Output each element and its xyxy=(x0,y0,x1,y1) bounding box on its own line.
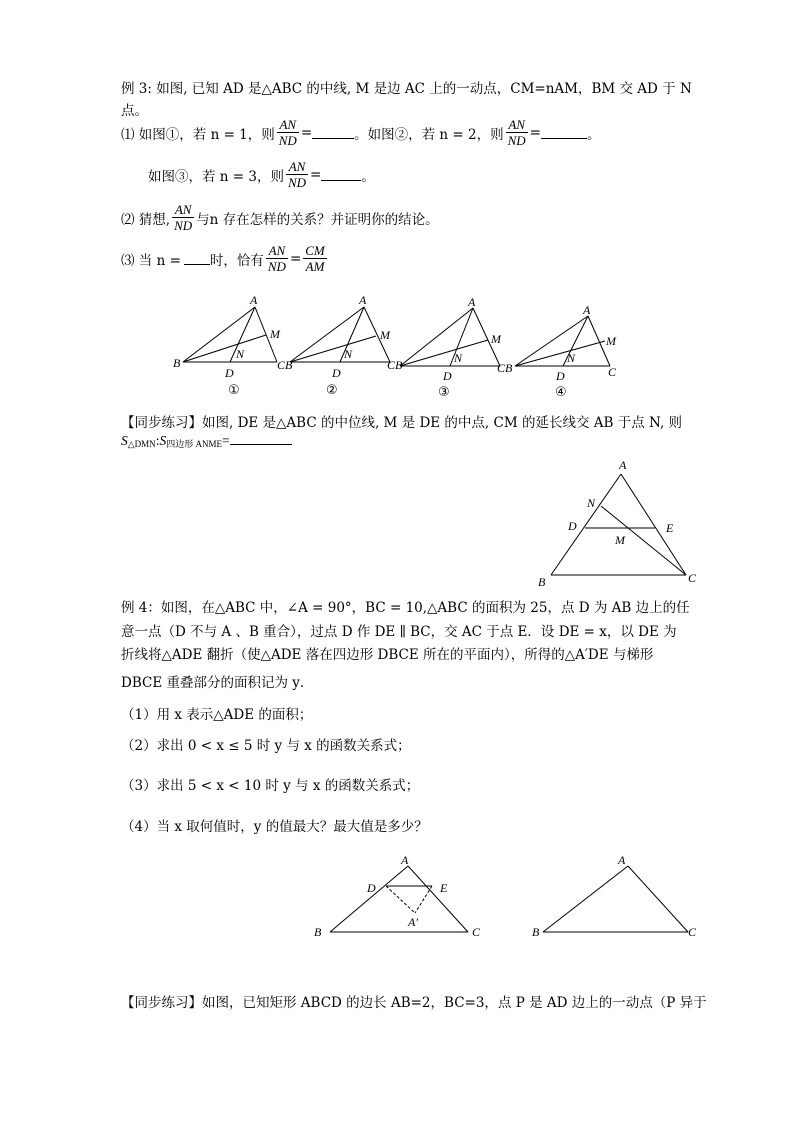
ex3-q1-text-e: 。 xyxy=(586,126,601,143)
figure-number-2: ② xyxy=(326,383,338,398)
practice1-figure xyxy=(533,456,703,591)
ex3-q1-row2 xyxy=(148,159,375,190)
label-d: D xyxy=(568,519,577,533)
ex4-q2: （2）求出 0 < x ≤ 5 时 y 与 x 的函数关系式； xyxy=(121,738,411,754)
ex4-q1: （1）用 x 表示△ADE 的面积； xyxy=(121,707,313,723)
fraction-cm-am: $\frac{CM}{AM}$ xyxy=(305,243,325,274)
practice2-line1: 【同步练习】如图，已知矩形 ABCD 的边长 AB=2，BC=3，点 P 是 AD 边上的一动点（P 异于 xyxy=(121,995,707,1011)
ex3-figures xyxy=(170,292,630,402)
label-d: D xyxy=(556,369,565,383)
label-n: N xyxy=(344,347,353,361)
label-cb: CB xyxy=(387,358,403,372)
ex3-q2-row xyxy=(121,202,439,233)
ex4-q4: （4）当 x 取何值时，y 的值最大？最大值是多少？ xyxy=(121,819,428,835)
ex3-q3-text-b: 时，恰有 xyxy=(209,252,264,269)
answer-blank-4[interactable] xyxy=(184,252,210,265)
answer-blank-1[interactable] xyxy=(312,126,354,139)
label-a-prime: A′ xyxy=(408,915,418,929)
label-c: C xyxy=(608,365,617,379)
label-cb: CB xyxy=(497,361,513,375)
ex4-line3: 折线将△ADE 翻折（使△ADE 落在四边形 DBCE 所在的平面内），所得的△A′DE 与梯形 xyxy=(121,647,654,663)
label-m: M xyxy=(380,328,390,342)
ex3-line1: 例 3: 如图, 已知 AD 是△ABC 的中线, M 是边 AC 上的一动点，CM=nAM，BM 交 AD 于 N xyxy=(121,81,692,97)
label-b: B xyxy=(538,575,546,589)
ex3-q1-row1 xyxy=(121,117,600,148)
answer-blank-3[interactable] xyxy=(321,168,361,181)
label-c: C xyxy=(688,571,697,585)
fraction-an-nd: $\frac{AN}{ND}$ xyxy=(174,202,193,233)
label-n: N xyxy=(454,351,463,365)
label-m: M xyxy=(270,327,280,341)
ex4-line2: 意一点（D 不与 A 、B 重合），过点 D 作 DE ∥ BC，交 AC 于点 E．设 DE = x，以 DE 为 xyxy=(121,624,677,640)
fraction-an-nd: $\frac{AN}{ND}$ xyxy=(507,117,526,148)
ex3-q1-eq2: = xyxy=(529,124,541,141)
ex4-line4: DBCE 重叠部分的面积记为 y． xyxy=(121,675,314,691)
ex3-q1-text-f: 如图③，若 n = 3，则 xyxy=(148,168,284,185)
label-m: M xyxy=(615,533,625,547)
figure-number-4: ④ xyxy=(555,385,567,400)
label-b: B xyxy=(532,925,540,939)
subscript-dmn: △DMN xyxy=(127,439,156,449)
ex3-q1-text-a: ⑴ 如图①，若 n = 1，则 xyxy=(121,126,275,143)
label-b: B xyxy=(173,356,181,370)
label-cb: CB xyxy=(277,358,293,372)
label-e: E xyxy=(440,881,448,895)
ex3-q1-eq3: = xyxy=(310,166,322,183)
ex4-q3: （3）求出 5 < x < 10 时 y 与 x 的函数关系式； xyxy=(121,778,420,794)
label-a: A xyxy=(618,853,626,867)
label-e: E xyxy=(666,521,674,535)
label-d: D xyxy=(367,881,376,895)
label-m: M xyxy=(606,334,616,348)
fraction-an-nd: $\frac{AN}{ND}$ xyxy=(278,117,297,148)
label-a: A xyxy=(401,853,409,867)
ex3-q1-text-h: 。 xyxy=(361,168,375,185)
label-c: C xyxy=(688,925,697,939)
label-n: N xyxy=(236,347,245,361)
figure-number-3: ③ xyxy=(438,385,450,400)
label-a: A xyxy=(468,295,476,309)
label-a: A xyxy=(359,293,367,307)
ex3-q3-text-a: ⑶ 当 n = xyxy=(121,252,181,269)
label-a: A xyxy=(250,293,258,307)
ex4-line1: 例 4：如图，在△ABC 中，∠A = 90°，BC = 10,△ABC 的面积为 25，点 D 为 AB 边上的任 xyxy=(121,600,690,616)
figure-number-1: ① xyxy=(228,383,240,398)
label-n: N xyxy=(587,496,596,510)
label-b: B xyxy=(314,925,322,939)
label-d: D xyxy=(225,366,234,380)
label-a: A xyxy=(619,458,627,472)
label-d: D xyxy=(443,369,452,383)
subscript-anme: 四边形 ANME xyxy=(166,439,222,449)
answer-blank-5[interactable] xyxy=(230,432,292,445)
label-d: D xyxy=(332,366,341,380)
ex3-q1-eq1: = xyxy=(300,124,313,141)
ex3-line2: 点。 xyxy=(121,103,148,119)
label-a: A xyxy=(583,303,591,317)
ex3-q3-row xyxy=(121,243,329,274)
label-c: C xyxy=(472,925,481,939)
ex3-q3-eq: = xyxy=(289,250,302,267)
label-n: N xyxy=(567,351,576,365)
practice1-formula: S△DMN:S四边形 ANME= xyxy=(121,432,292,450)
ex4-figures xyxy=(310,850,710,945)
ex3-q2-text-b: 与n 存在怎样的关系？并证明你的结论。 xyxy=(196,211,439,228)
ex3-q1-text-c: 。如图②，若 n = 2，则 xyxy=(354,126,504,143)
fraction-an-nd: $\frac{AN}{ND}$ xyxy=(267,243,286,274)
answer-blank-2[interactable] xyxy=(541,126,587,139)
fraction-an-nd: $\frac{AN}{ND}$ xyxy=(287,159,307,190)
label-m: M xyxy=(491,332,501,346)
ex3-q2-text-a: ⑵ 猜想, xyxy=(121,211,171,228)
practice1-line1: 【同步练习】如图, DE 是△ABC 的中位线, M 是 DE 的中点, CM 的延长线交 AB 于点 N, 则 xyxy=(121,415,683,431)
